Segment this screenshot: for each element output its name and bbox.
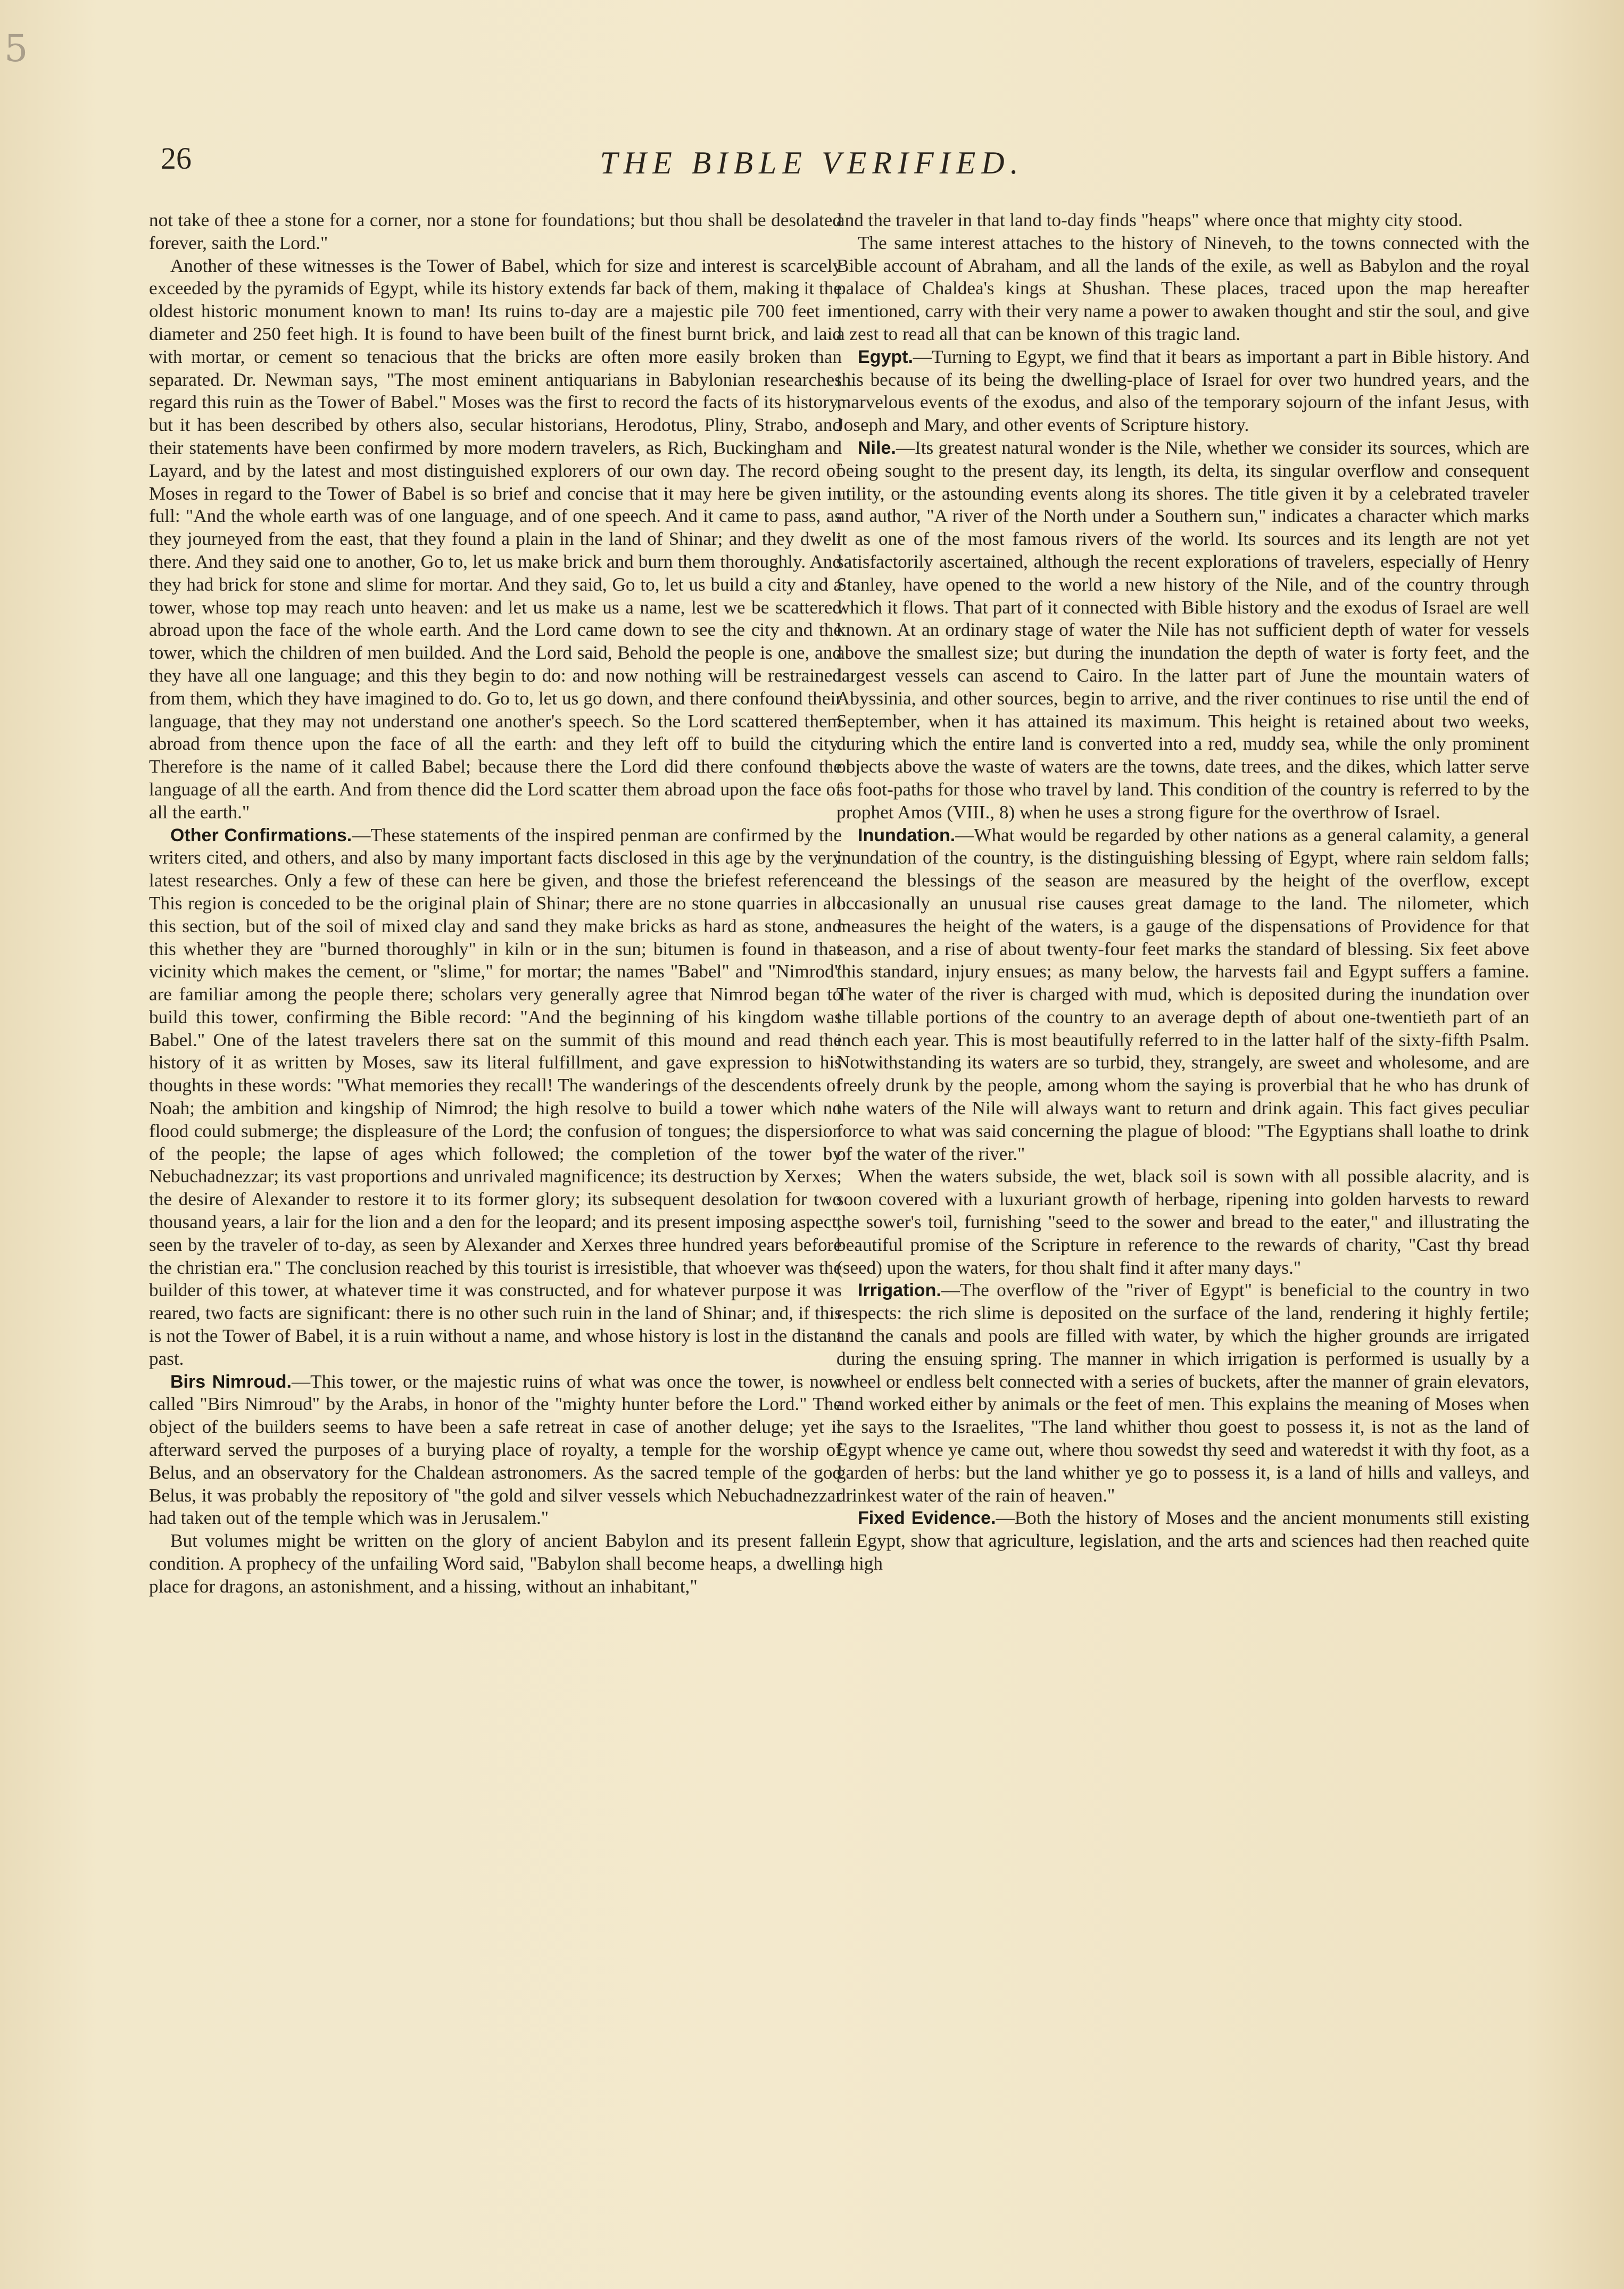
section-heading: Birs Nimroud. (170, 1371, 292, 1392)
paragraph-text: When the waters subside, the wet, black soil is sown with all possible alacrity, and is soon covered with a luxuriant growth of herbage, ripening into golden harvests to reward the sower's toil, furnishing "seed to the sower and bread to the eater," and illustrating the beautiful promise of the Scripture in reference to the rewards of charity, "Cast thy bread (seed) upon the waters, for thou shalt find it after many days." (836, 1166, 1529, 1278)
paragraph-text: —What would be regarded by other nations as a general calamity, a general inundation of the country, is the distinguishing blessing of Egypt, where rain seldom falls; and the blessings of the season are measured by the height of the overflow, except occasionally an unusual rise causes great damage to the land. The nilometer, which measures the height of the waters, is a gauge of the dispensations of Providence for that season, and a rise of about twenty-four feet marks the standard of blessing. Six feet above this standard, injury ensues; as many below, the harvests fail and Egypt suffers a famine. The water of the river is charged with mud, which is deposited during the inundation over the tillable portions of the country to an average depth of about one-twentieth part of an inch each year. This is most beautifully referred to in the latter half of the sixty-fifth Psalm. Notwithstanding its waters are so turbid, they, strangely, are sweet and wholesome, and are freely drunk by the people, among whom the saying is proverbial that he who has drunk of the waters of the Nile will always want to return and drink again. This fact gives peculiar force to what was said concerning the plague of blood: "The Egyptians shall loathe to drink of the water of the river." (836, 824, 1529, 1164)
section-heading: Egypt. (858, 346, 913, 367)
paragraph (149, 1530, 842, 1598)
paragraph-text: The same interest attaches to the history of Nineveh, to the towns connected with the Bible account of Abraham, and all the lands of the exile, as well as Babylon and the royal palace of Chaldea's kings at Shushan. These places, traced upon the map hereafter mentioned, carry with their very name a power to awaken thought and stir the soul, and give a zest to read all that can be known of this tragic land. (836, 232, 1529, 344)
paragraph-text: —Turning to Egypt, we find that it bears as important a part in Bible history. And this because of its being the dwelling-place of Israel for over two hundred years, and the marvelous events of the exodus, and also of the temporary sojourn of the infant Jesus, with Joseph and Mary, and other events of Scripture history. (836, 346, 1529, 436)
paragraph (836, 1507, 1529, 1575)
paragraph-text: —These statements of the inspired penman are confirmed by the writers cited, and others, and also by many important facts disclosed in this age by the very latest researches. Only a few of these can here be given, and those the briefest reference. This region is conceded to be the original plain of Shinar; there are no stone quarries in all this section, but of the soil of mixed clay and sand they make bricks as hard as stone, and this whether they are "burned thoroughly" in kiln or in the sun; bitumen is found in that vicinity which makes the cement, or "slime," for mortar; the names "Babel" and "Nimrod" are familiar among the people there; scholars very generally agree that Nimrod began to build this tower, confirming the Bible record: "And the beginning of his kingdom was Babel." One of the latest travelers there sat on the summit of this mound and read the history of it as written by Moses, saw its literal fulfillment, and gave expression to his thoughts in these words: "What memories they recall! The wanderings of the descendents of Noah; the ambition and kingship of Nimrod; the high resolve to build a tower which no flood could submerge; the displeasure of the Lord; the confusion of tongues; the dispersion of the people; the lapse of ages which followed; the completion of the tower by Nebuchadnezzar; its vast proportions and unrivaled magnificence; its destruction by Xerxes; the desire of Alexander to restore it to its former glory; its subsequent desolation for two thousand years, a lair for the lion and a den for the leopard; and its present imposing aspect, seen by the traveler of to-day, as seen by Alexander and Xerxes three hundred years before the christian era." The conclusion reached by this tourist is irresistible, that whoever was the builder of this tower, at whatever time it was constructed, and for whatever purpose it was reared, two facts are significant: there is no other such ruin in the land of Shinar; and, if this is not the Tower of Babel, it is a ruin without a name, and whose history is lost in the distant past. (149, 824, 842, 1369)
section-heading: Irrigation. (858, 1280, 941, 1301)
right-column (836, 209, 1529, 1575)
paragraph (149, 824, 842, 1371)
page-number: 26 (161, 141, 192, 176)
paragraph (836, 209, 1529, 232)
paragraph-text: Another of these witnesses is the Tower of Babel, which for size and interest is scarcely exceeded by the pyramids of Egypt, while its history extends far back of them, making it the oldest historic monument known to man! Its ruins to-day are a majestic pile 700 feet in diameter and 250 feet high. It is found to have been built of the finest burnt brick, and laid with mortar, or cement so tenacious that the bricks are often more easily broken than separated. Dr. Newman says, "The most eminent antiquarians in Babylonian researches regard this ruin as the Tower of Babel." Moses was the first to record the facts of its history, but it has been described by others also, secular historians, Herodotus, Pliny, Strabo, and their statements have been confirmed by more modern travelers, as Rich, Buckingham and Layard, and by the latest and most distinguished explorers of our own day. The record of Moses in regard to the Tower of Babel is so brief and concise that it may here be given in full: "And the whole earth was of one language, and of one speech. And it came to pass, as they journeyed from the east, that they found a plain in the land of Shinar; and they dwelt there. And they said one to another, Go to, let us make brick and burn them thoroughly. And they had brick for stone and slime for mortar. And they said, Go to, let us build a city and a tower, whose top may reach unto heaven: and let us make us a name, lest we be scattered abroad upon the face of the whole earth. And the Lord came down to see the city and the tower, which the children of men builded. And the Lord said, Behold the people is one, and they have all one language; and this they begin to do: and now nothing will be restrained from them, which they have imagined to do. Go to, let us go down, and there confound their language, that they may not understand one another's speech. So the Lord scattered them abroad from thence upon the face of all the earth: and they left off to build the city. Therefore is the name of it called Babel; because there the Lord did there confound the language of all the earth. And from thence did the Lord scatter them abroad upon the face of all the earth." (149, 255, 842, 823)
paragraph (836, 1279, 1529, 1507)
left-column (149, 209, 842, 1598)
section-heading: Fixed Evidence. (858, 1508, 996, 1529)
paragraph (149, 255, 842, 824)
margin-pencil-mark: 5 (4, 27, 28, 70)
paragraph (836, 824, 1529, 1166)
paragraph-text: But volumes might be written on the glory of ancient Babylon and its present fallen condition. A prophecy of the unfailing Word said, "Babylon shall become heaps, a dwelling place for dragons, an astonishment, and a hissing, without an inhabitant," (149, 1530, 842, 1597)
paragraph-text: —The overflow of the "river of Egypt" is beneficial to the country in two respects: the rich slime is deposited on the surface of the land, rendering it highly fertile; and the canals and pools are filled with water, by which the higher grounds are irrigated during the ensuing spring. The manner in which irrigation is performed is usually by a wheel or endless belt connected with a series of buckets, after the manner of grain elevators, and worked either by animals or the feet of men. This explains the meaning of Moses when he says to the Israelites, "The land whither thou goest to possess it, is not as the land of Egypt whence ye came out, where thou sowedst thy seed and wateredst it with thy foot, as a garden of herbs: but the land whither ye go to possess it, is a land of hills and valleys, and drinkest water of the rain of heaven." (836, 1280, 1529, 1506)
paragraph (149, 1371, 842, 1530)
paragraph-text: —This tower, or the majestic ruins of what was once the tower, is now called "Birs Nimroud" by the Arabs, in honor of the "mighty hunter before the Lord." The object of the builders seems to have been a safe retreat in case of another deluge; yet it afterward served the purposes of a burying place of royalty, a temple for the worship of Belus, and an observatory for the Chaldean astronomers. As the sacred temple of the god Belus, it was probably the repository of "the gold and silver vessels which Nebuchadnezzar had taken out of the temple which was in Jerusalem." (149, 1371, 842, 1529)
paragraph (836, 346, 1529, 437)
paragraph-text: —Both the history of Moses and the ancient monuments still existing in Egypt, show that agriculture, legislation, and the arts and sciences had then reached quite a high (836, 1507, 1529, 1574)
paragraph-text: and the traveler in that land to-day finds "heaps" where once that mighty city stood. (836, 210, 1463, 230)
paragraph (836, 1165, 1529, 1279)
section-heading: Inundation. (858, 825, 956, 845)
section-heading: Other Confirmations. (170, 825, 352, 845)
paragraph (149, 209, 842, 255)
paragraph-text: not take of thee a stone for a corner, nor a stone for foundations; but thou shall be desolated forever, saith the Lord." (149, 210, 842, 253)
running-title: THE BIBLE VERIFIED. (600, 145, 1024, 180)
paragraph-text: —Its greatest natural wonder is the Nile, whether we consider its sources, which are being sought to the present day, its length, its delta, its singular overflow and consequent utility, or the astounding events along its shores. The title given it by a celebrated traveler and author, "A river of the North under a Southern sun," indicates a character which marks it as one of the most famous rivers of the world. Its sources and its length are not yet satisfactorily ascertained, although the recent explorations of travelers, especially of Henry Stanley, have opened to the world a new history of the Nile, and of the country through which it flows. That part of it connected with Bible history and the exodus of Israel are well known. At an ordinary stage of water the Nile has not sufficient depth of water for vessels above the smallest size; but during the inundation the depth of water is forty feet, and the largest vessels can ascend to Cairo. In the latter part of June the mountain waters of Abyssinia, and other sources, begin to arrive, and the river continues to rise until the end of September, when it has attained its maximum. This height is retained about two weeks, during which the entire land is converted into a red, muddy sea, while the only prominent objects above the waste of waters are the towns, date trees, and the dikes, which latter serve as foot-paths for those who travel by land. This condition of the country is referred to by the prophet Amos (VIII., 8) when he uses a strong figure for the overthrow of Israel. (836, 437, 1529, 823)
paragraph (836, 437, 1529, 824)
paragraph (836, 232, 1529, 346)
section-heading: Nile. (858, 437, 896, 458)
